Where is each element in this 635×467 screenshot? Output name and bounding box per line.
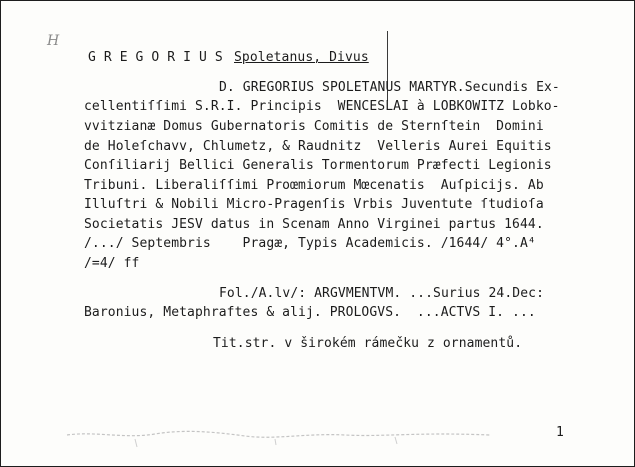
body-line-10: /=4/ ff — [84, 256, 140, 271]
corner-note: H — [47, 33, 60, 49]
fol-line-1: Fol./A.lv/: ARGVMENTVM. ...Surius 24.Dec: — [219, 286, 544, 301]
body-line-2: cellentiſſimi S.R.I. Principis WENCESLAI à LOBKOWITZ Lobko- — [84, 99, 560, 114]
heading-author: G R E G O R I U S — [88, 50, 223, 65]
heading-title: Spoletanus, Divus — [234, 50, 369, 65]
body-line-8: Societatis JESV datus in Scenam Anno Virginei partus 1644. — [84, 217, 544, 232]
note-line: Tit.str. v širokém rámečku z ornamentů. — [213, 336, 523, 351]
page-number: 1 — [556, 425, 564, 440]
body-line-3: vvitzianæ Domus Gubernatoris Comitis de Sternſtein Domini — [84, 119, 544, 134]
fol-line-2: Baronius, Metaphraftes & alij. PROLOGVS. ...ACTVS I. ... — [84, 305, 536, 320]
body-line-1: D. GREGORIUS SPOLETANUS MARTYR.Secundis Ex- — [219, 80, 560, 95]
body-line-4: de Holeſchavv, Chlumetz, & Raudnitz Velleris Aurei Equitis — [84, 139, 552, 154]
body-line-6: Tribuni. Liberaliſſimi Proœmiorum Mœcenatis Auſpicijs. Ab — [84, 178, 544, 193]
faint-handwriting — [65, 423, 495, 449]
body-line-5: Conſiliarij Bellici Generalis Tormentorum Præfecti Legionis — [84, 158, 552, 173]
body-line-9: /.../ Septembris Pragæ, Typis Academicis. /1644/ 4°.A⁴ — [84, 236, 536, 251]
body-line-7: Illuſtri & Nobili Micro-Pragenſis Vrbis Juventute ſtudioſa — [84, 197, 544, 212]
